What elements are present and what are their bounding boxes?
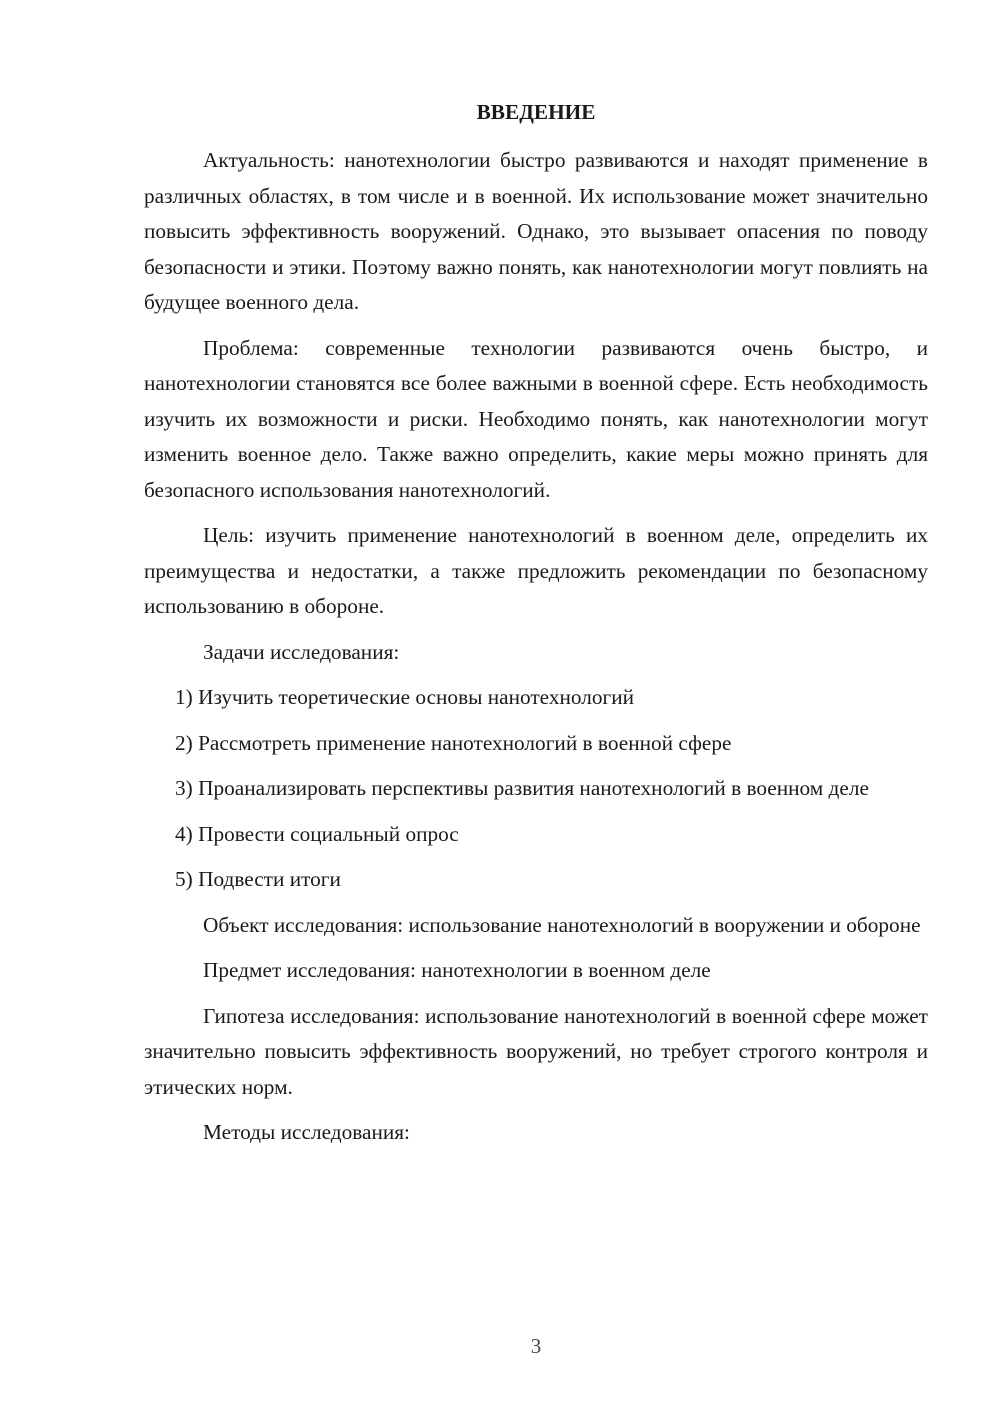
page-body	[144, 95, 928, 1161]
object-paragraph: Объект исследования: использование нанотехнологий в вооружении и обороне	[203, 912, 921, 937]
task-item: 3) Проанализировать перспективы развития нанотехнологий в военном деле	[175, 776, 869, 800]
task-item: 2) Рассмотреть применение нанотехнологий в военной сфере	[175, 730, 732, 755]
tasks-title: Задачи исследования:	[203, 639, 400, 664]
hypothesis-paragraph: Гипотеза исследования: использование нанотехнологий в военной сфере может значительно повысить эффективность вооружений, но требует строгого контроля и этических норм.	[144, 1003, 928, 1099]
goal-paragraph: Цель: изучить применение нанотехнологий в военном деле, определить их преимущества и недостатки, а также предложить рекомендации по безопасному использованию в обороне.	[144, 523, 928, 618]
page-number: 3	[530, 1334, 542, 1358]
relevance-paragraph: Актуальность: нанотехнологии быстро развиваются и находят применение в различных областях, в том числе и в военной. Их использование может значительно повысить эффективность вооружений. Однако, это вызывает опасения по поводу безопасности и этики. Поэтому важно понять, как нанотехнологии могут повлиять на будущее военного дела.	[144, 148, 928, 314]
task-item: 4) Провести социальный опрос	[175, 821, 459, 846]
section-heading: ВВЕДЕНИЕ	[476, 100, 596, 124]
problem-paragraph: Проблема: современные технологии развиваются очень быстро, и нанотехнологии становятся все более важными в военной сфере. Есть необходимость изучить их возможности и риски. Необходимо понять, как нанотехнологии могут изменить военное дело. Также важно определить, какие меры можно принять для безопасного использования нанотехнологий.	[144, 335, 928, 502]
task-item: 5) Подвести итоги	[175, 867, 341, 891]
methods-title: Методы исследования:	[203, 1120, 410, 1144]
subject-paragraph: Предмет исследования: нанотехнологии в военном деле	[203, 958, 711, 982]
task-item: 1) Изучить теоретические основы нанотехнологий	[175, 685, 635, 709]
